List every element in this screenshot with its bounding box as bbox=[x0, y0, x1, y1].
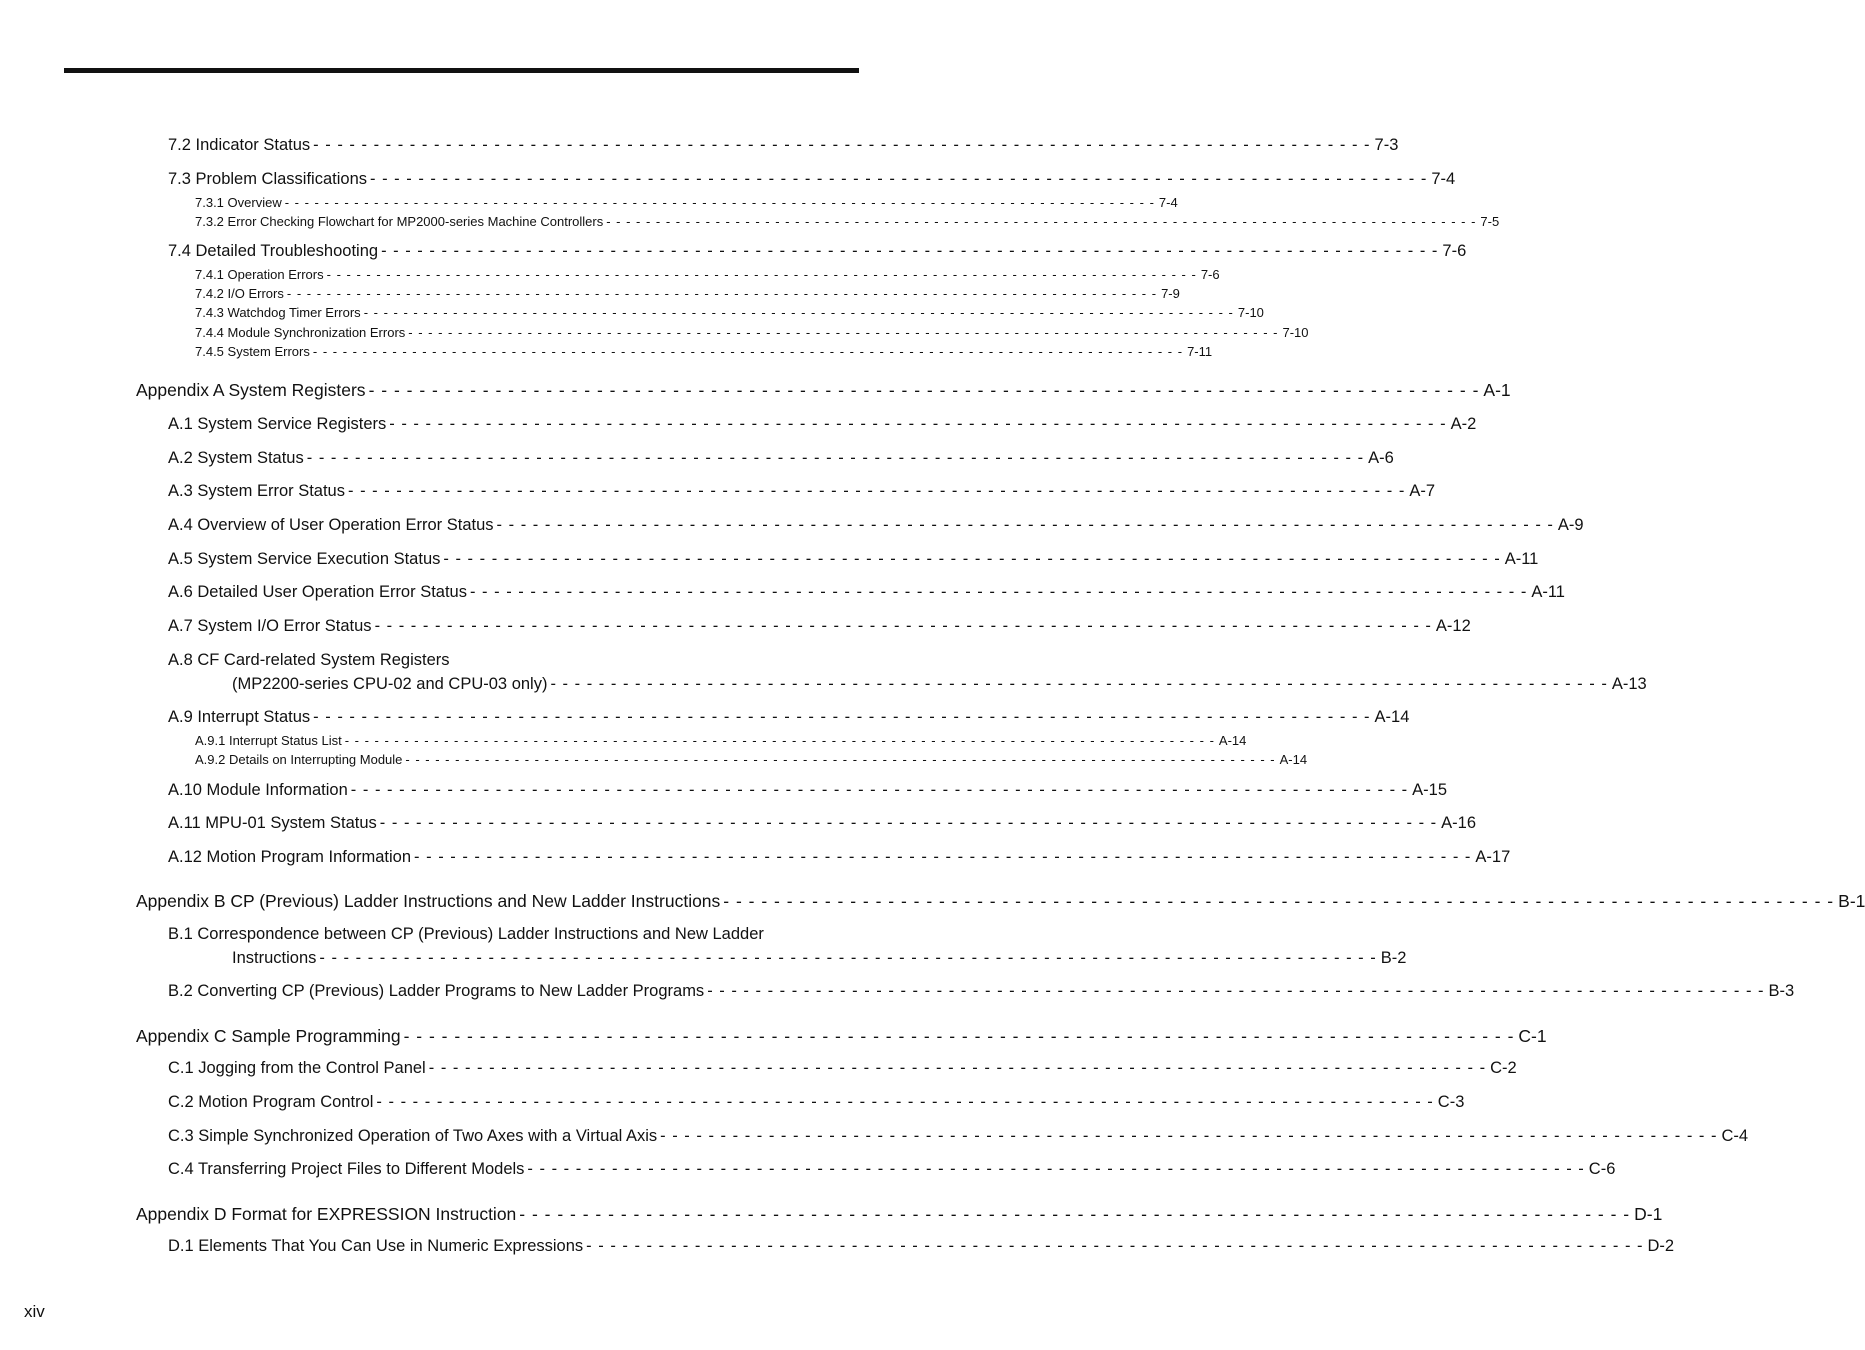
toc-page: A-11 bbox=[1531, 583, 1565, 601]
toc-title: 7.3.1 Overview bbox=[195, 195, 282, 210]
toc-title: 7.4.1 Operation Errors bbox=[195, 267, 324, 282]
toc-leader: - - - - - - - - - - - - - - - - - - - - - - - - - - - - - - - - - - - - - - - - - - - - - - - - - - - - - - - - - - - - - - - - - - - - - - - - - - - - - - - - - - - - - - - - bbox=[344, 733, 1215, 748]
toc-leader: - - - - - - - - - - - - - - - - - - - - - - - - - - - - - - - - - - - - - - - - - - - - - - - - - - - - - - - - - - - - - - - - - - - - - - - - - - - - - - - - - - - - - - - - bbox=[347, 482, 1406, 500]
toc-title: A.12 Motion Program Information bbox=[168, 848, 412, 866]
toc-leader: - - - - - - - - - - - - - - - - - - - - - - - - - - - - - - - - - - - - - - - - - - - - - - - - - - - - - - - - - - - - - - - - - - - - - - - - - - - - - - - - - - - - - - - - bbox=[550, 675, 1608, 693]
toc-leader: - - - - - - - - - - - - - - - - - - - - - - - - - - - - - - - - - - - - - - - - - - - - - - - - - - - - - - - - - - - - - - - - - - - - - - - - - - - - - - - - - - - - - - - - bbox=[363, 305, 1234, 320]
toc-entry-7-3-1[interactable] bbox=[195, 195, 1178, 210]
toc-page: A-7 bbox=[1409, 482, 1436, 500]
toc-leader: - - - - - - - - - - - - - - - - - - - - - - - - - - - - - - - - - - - - - - - - - - - - - - - - - - - - - - - - - - - - - - - - - - - - - - - - - - - - - - - - - - - - - - - - bbox=[319, 949, 1377, 967]
toc-leader: - - - - - - - - - - - - - - - - - - - - - - - - - - - - - - - - - - - - - - - - - - - - - - - - - - - - - - - - - - - - - - - - - - - - - - - - - - - - - - - - - - - - - - - - bbox=[381, 242, 1439, 260]
toc-leader: - - - - - - - - - - - - - - - - - - - - - - - - - - - - - - - - - - - - - - - - - - - - - - - - - - - - - - - - - - - - - - - - - - - - - - - - - - - - - - - - - - - - - - - - bbox=[376, 1093, 1434, 1111]
toc-page: A-6 bbox=[1368, 449, 1394, 467]
toc-page: A-9 bbox=[1557, 516, 1584, 534]
toc-entry-c3[interactable] bbox=[168, 1127, 1749, 1146]
toc-leader: - - - - - - - - - - - - - - - - - - - - - - - - - - - - - - - - - - - - - - - - - - - - - - - - - - - - - - - - - - - - - - - - - - - - - - - - - - - - - - - - - - - - - - - - bbox=[284, 195, 1155, 210]
toc-leader: - - - - - - - - - - - - - - - - - - - - - - - - - - - - - - - - - - - - - - - - - - - - - - - - - - - - - - - - - - - - - - - - - - - - - - - - - - - - - - - - - - - - - - - - bbox=[313, 708, 1371, 726]
toc-leader: - - - - - - - - - - - - - - - - - - - - - - - - - - - - - - - - - - - - - - - - - - - - - - - - - - - - - - - - - - - - - - - - - - - - - - - - - - - - - - - - - - - - - - - - bbox=[443, 550, 1501, 568]
toc-page: B-3 bbox=[1768, 982, 1795, 1000]
toc-page: B-1 bbox=[1838, 891, 1865, 911]
toc-title: 7.4.5 System Errors bbox=[195, 344, 310, 359]
toc-title-continuation bbox=[232, 949, 1407, 968]
toc-title: A.1 System Service Registers bbox=[168, 415, 387, 433]
toc-leader: - - - - - - - - - - - - - - - - - - - - - - - - - - - - - - - - - - - - - - - - - - - - - - - - - - - - - - - - - - - - - - - - - - - - - - - - - - - - - - - - - - - - - - - - bbox=[527, 1160, 1585, 1178]
toc-page: B-2 bbox=[1380, 949, 1407, 967]
toc-leader: - - - - - - - - - - - - - - - - - - - - - - - - - - - - - - - - - - - - - - - - - - - - - - - - - - - - - - - - - - - - - - - - - - - - - - - - - - - - - - - - - - - - - - - - bbox=[405, 752, 1276, 767]
toc-title: C.3 Simple Synchronized Operation of Two Axes with a Virtual Axis bbox=[168, 1127, 658, 1145]
toc-entry-a9[interactable] bbox=[168, 708, 1410, 727]
toc-leader: - - - - - - - - - - - - - - - - - - - - - - - - - - - - - - - - - - - - - - - - - - - - - - - - - - - - - - - - - - - - - - - - - - - - - - - - - - - - - - - - - - - - - - - - bbox=[306, 449, 1365, 467]
toc-entry-a9-2[interactable] bbox=[195, 752, 1308, 767]
toc-entry-a5[interactable] bbox=[168, 550, 1539, 569]
toc-title: A.9.2 Details on Interrupting Module bbox=[195, 752, 403, 767]
toc-page: C-4 bbox=[1721, 1127, 1749, 1145]
toc-title: A.5 System Service Execution Status bbox=[168, 550, 441, 568]
toc-entry-a6[interactable] bbox=[168, 583, 1565, 602]
toc-page: A-13 bbox=[1611, 675, 1647, 693]
toc-entry-a3[interactable] bbox=[168, 482, 1436, 501]
toc-title: A.3 System Error Status bbox=[168, 482, 345, 500]
toc-title: C.4 Transferring Project Files to Different Models bbox=[168, 1160, 525, 1178]
toc-title: A.7 System I/O Error Status bbox=[168, 617, 372, 635]
toc-leader: - - - - - - - - - - - - - - - - - - - - - - - - - - - - - - - - - - - - - - - - - - - - - - - - - - - - - - - - - - - - - - - - - - - - - - - - - - - - - - - - - - - - - - - - bbox=[313, 136, 1371, 154]
toc-entry-c2[interactable] bbox=[168, 1093, 1465, 1112]
toc-page: 7-4 bbox=[1158, 195, 1178, 210]
toc-page: A-11 bbox=[1504, 550, 1539, 568]
toc-leader: - - - - - - - - - - - - - - - - - - - - - - - - - - - - - - - - - - - - - - - - - - - - - - - - - - - - - - - - - - - - - - - - - - - - - - - - - - - - - - - - - - - - - - - - bbox=[586, 1237, 1644, 1255]
toc-title: A.10 Module Information bbox=[168, 781, 348, 799]
toc-page: 7-4 bbox=[1431, 170, 1456, 188]
toc-title: A.11 MPU-01 System Status bbox=[168, 814, 377, 832]
toc-title: A.9 Interrupt Status bbox=[168, 708, 311, 726]
toc-page: 7-3 bbox=[1374, 136, 1399, 154]
toc-leader: - - - - - - - - - - - - - - - - - - - - - - - - - - - - - - - - - - - - - - - - - - - - - - - - - - - - - - - - - - - - - - - - - - - - - - - - - - - - - - - - - - - - - - - - bbox=[389, 415, 1447, 433]
toc-page: 7-9 bbox=[1161, 286, 1180, 301]
toc-page: 7-11 bbox=[1187, 344, 1213, 359]
toc-entry-7-4[interactable] bbox=[168, 242, 1467, 261]
toc-leader: - - - - - - - - - - - - - - - - - - - - - - - - - - - - - - - - - - - - - - - - - - - - - - - - - - - - - - - - - - - - - - - - - - - - - - - - - - - - - - - - - - - - - - - - bbox=[496, 516, 1554, 534]
toc-entry-7-3[interactable] bbox=[168, 170, 1456, 189]
toc-leader: - - - - - - - - - - - - - - - - - - - - - - - - - - - - - - - - - - - - - - - - - - - - - - - - - - - - - - - - - - - - - - - - - - - - - - - - - - - - - - - - - - - - - - - - bbox=[326, 267, 1197, 282]
toc-entry-7-4-5[interactable] bbox=[195, 344, 1213, 359]
toc-leader: - - - - - - - - - - - - - - - - - - - - - - - - - - - - - - - - - - - - - - - - - - - - - - - - - - - - - - - - - - - - - - - - - - - - - - - - - - - - - - - - - - - - - - - - bbox=[368, 380, 1480, 400]
toc-entry-appendix-c[interactable] bbox=[136, 1026, 1547, 1047]
toc-leader: - - - - - - - - - - - - - - - - - - - - - - - - - - - - - - - - - - - - - - - - - - - - - - - - - - - - - - - - - - - - - - - - - - - - - - - - - - - - - - - - - - - - - - - - bbox=[379, 814, 1438, 832]
toc-leader: - - - - - - - - - - - - - - - - - - - - - - - - - - - - - - - - - - - - - - - - - - - - - - - - - - - - - - - - - - - - - - - - - - - - - - - - - - - - - - - - - - - - - - - - bbox=[414, 848, 1472, 866]
toc-title-continuation bbox=[232, 675, 1647, 694]
toc-title: A.4 Overview of User Operation Error Status bbox=[168, 516, 494, 534]
toc-title: B.2 Converting CP (Previous) Ladder Programs to New Ladder Programs bbox=[168, 982, 705, 1000]
toc-page: C-6 bbox=[1588, 1160, 1616, 1178]
toc-leader: - - - - - - - - - - - - - - - - - - - - - - - - - - - - - - - - - - - - - - - - - - - - - - - - - - - - - - - - - - - - - - - - - - - - - - - - - - - - - - - - - - - - - - - - bbox=[312, 344, 1184, 359]
toc-entry-appendix-d[interactable] bbox=[136, 1204, 1663, 1225]
toc-page: 7-10 bbox=[1282, 325, 1309, 340]
toc-title: Appendix B CP (Previous) Ladder Instructions and New Ladder Instructions bbox=[136, 891, 721, 911]
toc-title: 7.2 Indicator Status bbox=[168, 136, 311, 154]
toc-title: 7.3.2 Error Checking Flowchart for MP2000-series Machine Controllers bbox=[195, 214, 604, 229]
toc-title: Appendix D Format for EXPRESSION Instruction bbox=[136, 1204, 517, 1224]
toc-entry-a4[interactable] bbox=[168, 516, 1584, 535]
toc-title: 7.4 Detailed Troubleshooting bbox=[168, 242, 379, 260]
toc-page: A-14 bbox=[1374, 708, 1410, 726]
toc-title: A.9.1 Interrupt Status List bbox=[195, 733, 342, 748]
toc-entry-c4[interactable] bbox=[168, 1160, 1616, 1179]
toc-leader: - - - - - - - - - - - - - - - - - - - - - - - - - - - - - - - - - - - - - - - - - - - - - - - - - - - - - - - - - - - - - - - - - - - - - - - - - - - - - - - - - - - - - - - - bbox=[469, 583, 1528, 601]
toc-leader: - - - - - - - - - - - - - - - - - - - - - - - - - - - - - - - - - - - - - - - - - - - - - - - - - - - - - - - - - - - - - - - - - - - - - - - - - - - - - - - - - - - - - - - - bbox=[403, 1026, 1515, 1046]
toc-entry-7-4-2[interactable] bbox=[195, 286, 1180, 301]
toc-entry-appendix-b[interactable] bbox=[136, 891, 1865, 912]
toc-page: A-16 bbox=[1441, 814, 1476, 832]
toc-leader: - - - - - - - - - - - - - - - - - - - - - - - - - - - - - - - - - - - - - - - - - - - - - - - - - - - - - - - - - - - - - - - - - - - - - - - - - - - - - - - - - - - - - - - - bbox=[350, 781, 1409, 799]
toc-entry-7-4-3[interactable] bbox=[195, 305, 1264, 320]
toc-page: A-14 bbox=[1279, 752, 1308, 767]
toc-page: 7-5 bbox=[1480, 214, 1500, 229]
toc-entry-a9-1[interactable] bbox=[195, 733, 1247, 748]
toc-entry-appendix-a[interactable] bbox=[136, 380, 1511, 401]
toc-entry-7-4-1[interactable] bbox=[195, 267, 1220, 282]
toc-leader: - - - - - - - - - - - - - - - - - - - - - - - - - - - - - - - - - - - - - - - - - - - - - - - - - - - - - - - - - - - - - - - - - - - - - - - - - - - - - - - - - - - - - - - - bbox=[707, 982, 1765, 1000]
toc-leader: - - - - - - - - - - - - - - - - - - - - - - - - - - - - - - - - - - - - - - - - - - - - - - - - - - - - - - - - - - - - - - - - - - - - - - - - - - - - - - - - - - - - - - - - bbox=[723, 891, 1835, 911]
toc-title: D.1 Elements That You Can Use in Numeric Expressions bbox=[168, 1237, 584, 1255]
toc-entry-a12[interactable] bbox=[168, 848, 1511, 867]
page-number: xiv bbox=[24, 1302, 45, 1321]
toc-page: D-1 bbox=[1634, 1204, 1663, 1224]
toc-entry-7-4-4[interactable] bbox=[195, 325, 1309, 340]
toc-title: (MP2200-series CPU-02 and CPU-03 only) bbox=[232, 675, 548, 693]
toc-leader: - - - - - - - - - - - - - - - - - - - - - - - - - - - - - - - - - - - - - - - - - - - - - - - - - - - - - - - - - - - - - - - - - - - - - - - - - - - - - - - - - - - - - - - - bbox=[374, 617, 1432, 635]
toc-title: 7.4.2 I/O Errors bbox=[195, 286, 284, 301]
toc-entry-d1[interactable] bbox=[168, 1237, 1675, 1256]
toc-title: A.8 CF Card-related System Registers bbox=[168, 651, 450, 669]
toc-entry-a11[interactable] bbox=[168, 814, 1476, 833]
toc-leader: - - - - - - - - - - - - - - - - - - - - - - - - - - - - - - - - - - - - - - - - - - - - - - - - - - - - - - - - - - - - - - - - - - - - - - - - - - - - - - - - - - - - - - - - bbox=[370, 170, 1428, 188]
toc-title: C.1 Jogging from the Control Panel bbox=[168, 1059, 426, 1077]
toc-title: B.1 Correspondence between CP (Previous) Ladder Instructions and New Ladder bbox=[168, 925, 764, 943]
toc-title: Appendix C Sample Programming bbox=[136, 1026, 401, 1046]
toc-page: 7-10 bbox=[1237, 305, 1264, 320]
toc-entry-a1[interactable] bbox=[168, 415, 1477, 434]
toc-leader: - - - - - - - - - - - - - - - - - - - - - - - - - - - - - - - - - - - - - - - - - - - - - - - - - - - - - - - - - - - - - - - - - - - - - - - - - - - - - - - - - - - - - - - - bbox=[606, 214, 1477, 229]
toc-page: A-14 bbox=[1218, 733, 1247, 748]
toc-entry-b2[interactable] bbox=[168, 982, 1795, 1001]
toc-title: A.2 System Status bbox=[168, 449, 304, 467]
toc-title: 7.4.4 Module Synchronization Errors bbox=[195, 325, 406, 340]
toc-entry-a10[interactable] bbox=[168, 781, 1447, 800]
toc-title: 7.3 Problem Classifications bbox=[168, 170, 367, 188]
toc-page: 7-6 bbox=[1442, 242, 1467, 260]
toc-page: 7-6 bbox=[1200, 267, 1220, 282]
toc-page: A-2 bbox=[1450, 415, 1477, 433]
toc-entry-7-2[interactable] bbox=[168, 136, 1399, 155]
toc-title: Instructions bbox=[232, 949, 317, 967]
toc-page: A-17 bbox=[1475, 848, 1511, 866]
toc-entry-7-3-2[interactable] bbox=[195, 214, 1500, 229]
toc-page: D-2 bbox=[1647, 1237, 1675, 1255]
toc-entry-c1[interactable] bbox=[168, 1059, 1517, 1078]
toc-page: A-12 bbox=[1435, 617, 1471, 635]
toc-title: Appendix A System Registers bbox=[136, 380, 366, 400]
toc-page: C-1 bbox=[1518, 1026, 1547, 1046]
toc-leader: - - - - - - - - - - - - - - - - - - - - - - - - - - - - - - - - - - - - - - - - - - - - - - - - - - - - - - - - - - - - - - - - - - - - - - - - - - - - - - - - - - - - - - - - bbox=[428, 1059, 1487, 1077]
toc-page: C-3 bbox=[1437, 1093, 1465, 1111]
toc-leader: - - - - - - - - - - - - - - - - - - - - - - - - - - - - - - - - - - - - - - - - - - - - - - - - - - - - - - - - - - - - - - - - - - - - - - - - - - - - - - - - - - - - - - - - bbox=[660, 1127, 1718, 1145]
toc-page: A-15 bbox=[1412, 781, 1447, 799]
toc-leader: - - - - - - - - - - - - - - - - - - - - - - - - - - - - - - - - - - - - - - - - - - - - - - - - - - - - - - - - - - - - - - - - - - - - - - - - - - - - - - - - - - - - - - - - bbox=[286, 286, 1158, 301]
toc-title: 7.4.3 Watchdog Timer Errors bbox=[195, 305, 361, 320]
toc-entry-a2[interactable] bbox=[168, 449, 1394, 468]
toc-leader: - - - - - - - - - - - - - - - - - - - - - - - - - - - - - - - - - - - - - - - - - - - - - - - - - - - - - - - - - - - - - - - - - - - - - - - - - - - - - - - - - - - - - - - - bbox=[519, 1204, 1631, 1224]
toc-title: A.6 Detailed User Operation Error Status bbox=[168, 583, 467, 601]
toc-page: C-2 bbox=[1490, 1059, 1517, 1077]
toc-title: C.2 Motion Program Control bbox=[168, 1093, 374, 1111]
toc-leader: - - - - - - - - - - - - - - - - - - - - - - - - - - - - - - - - - - - - - - - - - - - - - - - - - - - - - - - - - - - - - - - - - - - - - - - - - - - - - - - - - - - - - - - - bbox=[408, 325, 1279, 340]
toc-page: A-1 bbox=[1483, 380, 1511, 400]
toc-entry-a7[interactable] bbox=[168, 617, 1471, 636]
